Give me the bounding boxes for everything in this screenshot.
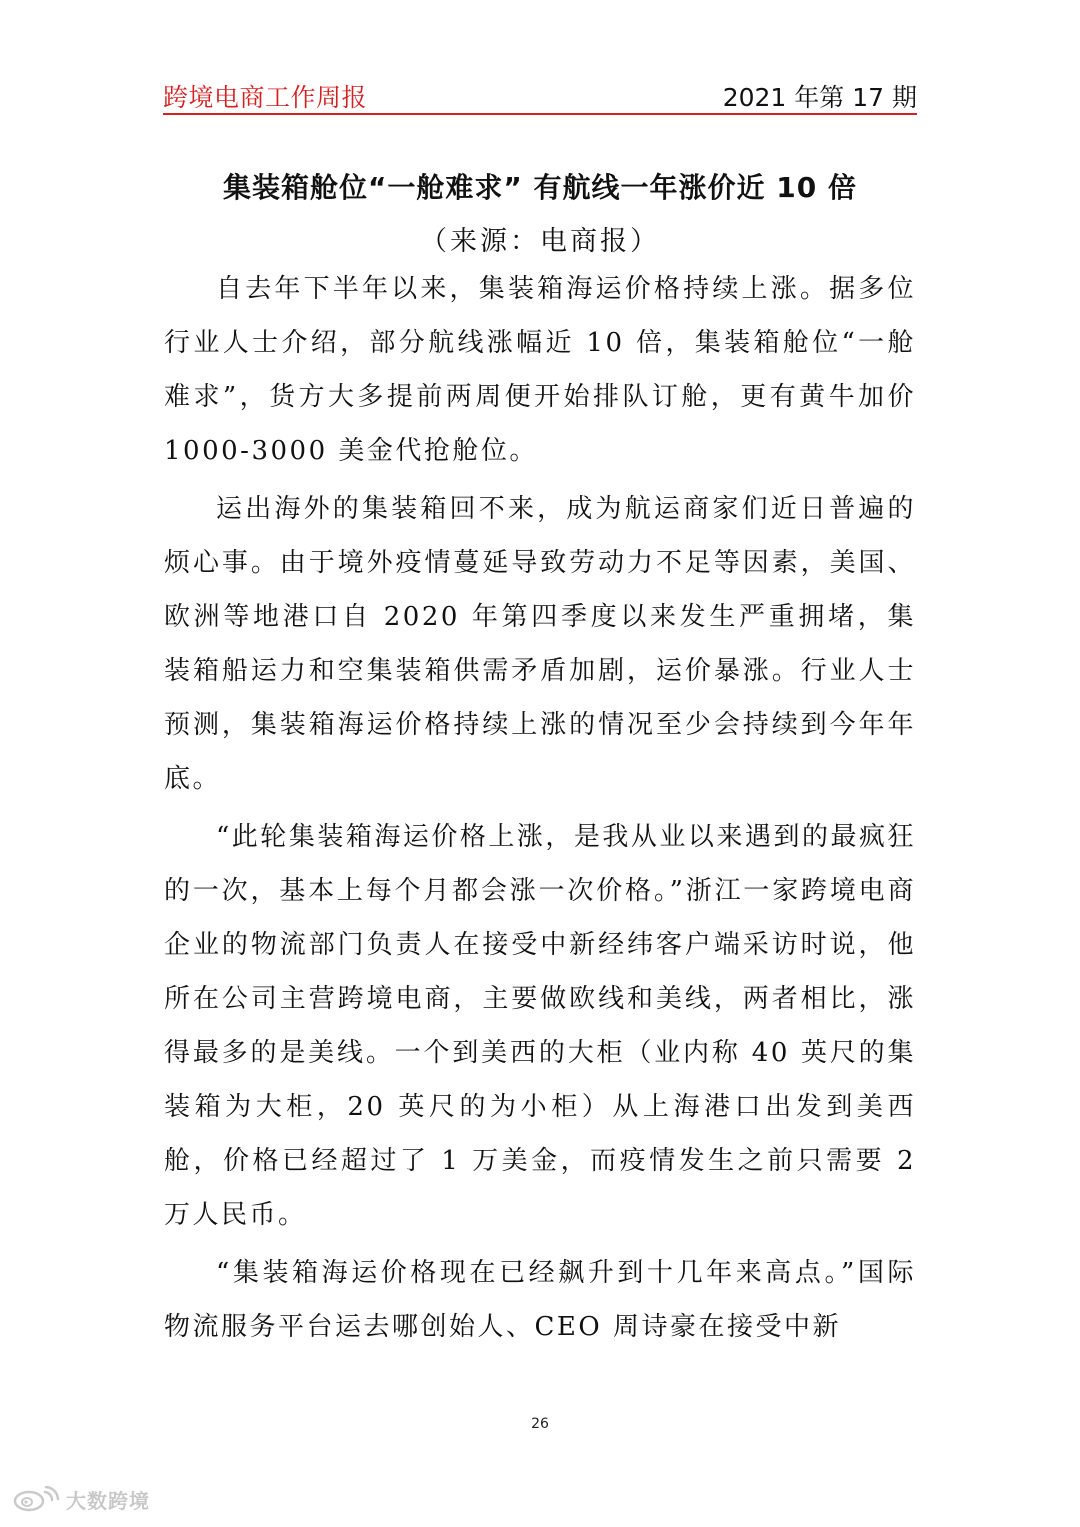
paragraph-1: 自去年下半年以来，集装箱海运价格持续上涨。据多位行业人士介绍，部分航线涨幅近 10 倍，集装箱舱位“一舱难求”，货方大多提前两周便开始排队订舱，更有黄牛加价 1000-3000 美金代抢舱位。	[164, 274, 916, 466]
publication-name: 跨境电商工作周报	[163, 83, 368, 112]
weibo-logo-icon	[12, 1486, 60, 1512]
page-number: 26	[531, 1416, 549, 1432]
paragraph-2: 运出海外的集装箱回不来，成为航运商家们近日普遍的烦心事。由于境外疫情蔓延导致劳动力不足等因素，美国、欧洲等地港口自 2020 年第四季度以来发生严重拥堵，集装箱船运力和空集装箱供需矛盾加剧，运价暴涨。行业人士预测，集装箱海运价格持续上涨的情况至少会持续到今年年底。	[164, 494, 916, 794]
header-divider	[163, 113, 917, 115]
article-body	[164, 262, 916, 1358]
article-title: 集装箱舱位“一舱难求” 有航线一年涨价近 10 倍	[222, 171, 858, 204]
paragraph-4: “集装箱海运价格现在已经飙升到十几年来高点。”国际物流服务平台运去哪创始人、CEO 周诗豪在接受中新	[164, 1258, 916, 1342]
issue-number: 2021 年第 17 期	[722, 83, 917, 112]
article-source: （来源：电商报）	[420, 226, 660, 257]
watermark	[12, 1484, 150, 1514]
paragraph-3: “此轮集装箱海运价格上涨，是我从业以来遇到的最疯狂的一次，基本上每个月都会涨一次价格。”浙江一家跨境电商企业的物流部门负责人在接受中新经纬客户端采访时说，他所在公司主营跨境电商，主要做欧线和美线，两者相比，涨得最多的是美线。一个到美西的大柜（业内称 40 英尺的集装箱为大柜，20 英尺的为小柜）从上海港口出发到美西舱，价格已经超过了 1 万美金，而疫情发生之前只需要 2 万人民币。	[164, 822, 916, 1230]
watermark-text: 大数跨境	[66, 1488, 150, 1513]
page-header	[163, 78, 917, 112]
